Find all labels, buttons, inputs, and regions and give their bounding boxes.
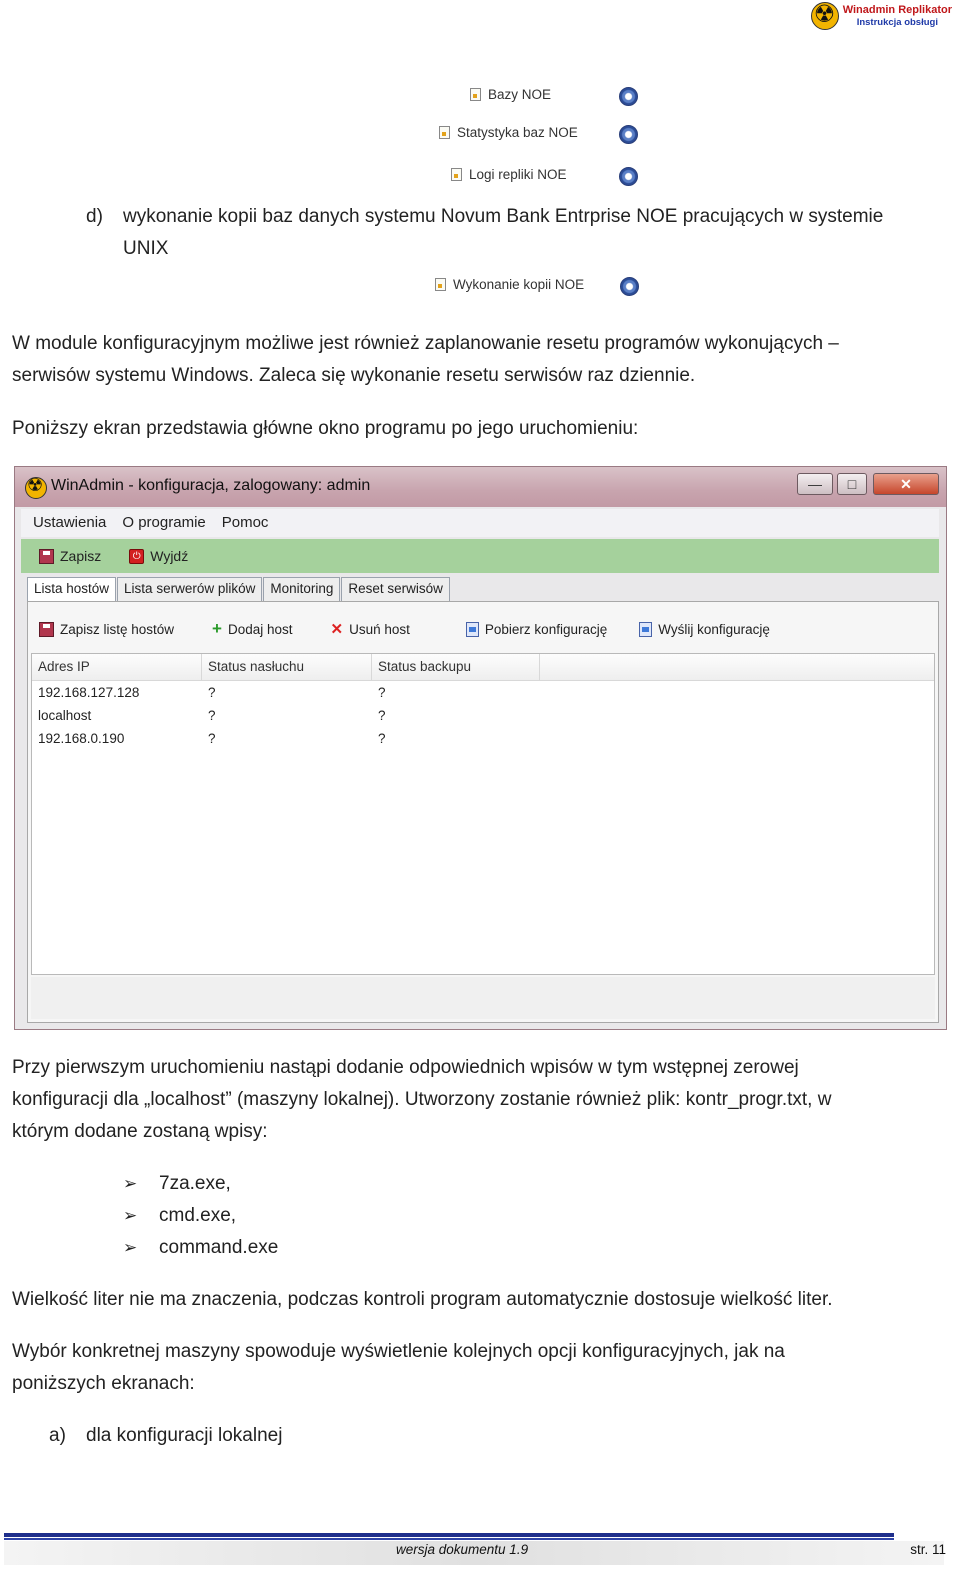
column-header[interactable]: Adres IP — [32, 654, 202, 680]
gear-icon — [620, 277, 639, 296]
list-item-text: 7za.exe, — [159, 1173, 231, 1194]
hosts-table — [31, 653, 935, 975]
item-a-text: dla konfiguracji lokalnej — [86, 1425, 283, 1446]
para1-line1: W module konfiguracyjnym możliwe jest również zaplanowanie resetu programów wykonujących – — [12, 333, 839, 354]
list-item-text: command.exe — [159, 1237, 279, 1258]
document-icon — [451, 168, 462, 181]
menu-pomoc[interactable]: Pomoc — [221, 514, 269, 531]
save-hosts-button[interactable] — [39, 622, 174, 637]
para3-line2: konfiguracji dla „localhost” (maszyny lokalnej). Utworzony zostanie również plik: kontr_progr.txt, w — [12, 1089, 832, 1110]
get-config-label: Pobierz konfigurację — [484, 621, 608, 637]
icon-row-bazy — [470, 87, 551, 102]
item-d-line2: UNIX — [123, 238, 169, 259]
menu-ustawienia[interactable]: Ustawienia — [33, 514, 107, 531]
delete-icon: ✕ — [330, 621, 344, 638]
column-header[interactable]: Status nasłuchu — [202, 654, 372, 680]
cell-status: ? — [208, 685, 216, 700]
send-config-button[interactable] — [639, 622, 770, 637]
hosts-toolbar — [39, 619, 808, 639]
table-header — [32, 654, 934, 681]
para4: Wielkość liter nie ma znaczenia, podczas kontroli program automatycznie dostosuje wielkość liter. — [12, 1289, 833, 1310]
list-item-text: cmd.exe, — [159, 1205, 237, 1226]
app-radiation-icon — [25, 477, 47, 499]
get-config-button[interactable] — [466, 622, 607, 637]
icon-row-label: Statystyka baz NOE — [457, 125, 578, 140]
cell-backup: ? — [378, 708, 386, 723]
floppy-disk-icon — [39, 549, 54, 564]
menu-o-programie[interactable]: O programie — [122, 514, 206, 531]
save-button[interactable] — [39, 548, 101, 564]
arrow-bullet-icon: ➢ — [123, 1206, 138, 1226]
window-title: WinAdmin - konfiguracja, zalogowany: admin — [51, 477, 371, 494]
footer-rule — [4, 1533, 894, 1537]
para3-line1: Przy pierwszym uruchomieniu nastąpi dodanie odpowiednich wpisów w tym wstępnej zerowej — [12, 1057, 799, 1078]
list-item — [123, 1232, 278, 1264]
para2: Poniższy ekran przedstawia główne okno programu po jego uruchomieniu: — [12, 418, 639, 439]
icon-row-statystyka — [439, 125, 578, 140]
exit-button[interactable] — [129, 548, 188, 564]
send-config-label: Wyślij konfigurację — [658, 621, 770, 637]
save-label: Zapisz — [60, 548, 102, 564]
cell-status: ? — [208, 731, 216, 746]
exit-label: Wyjdź — [150, 548, 189, 564]
gear-icon — [619, 167, 638, 186]
cell-backup: ? — [378, 685, 386, 700]
brand-title: Winadmin Replikator — [842, 3, 952, 16]
brand-logo — [811, 2, 952, 30]
para5-line1: Wybór konkretnej maszyny spowoduje wyświetlenie kolejnych opcji konfiguracyjnych, jak na — [12, 1341, 785, 1362]
tab-lista-hostow[interactable]: Lista hostów — [27, 577, 116, 603]
column-header[interactable]: Status backupu — [372, 654, 540, 680]
tab-lista-serwerow-plikow[interactable]: Lista serwerów plików — [117, 577, 262, 601]
icon-row-label: Bazy NOE — [488, 87, 552, 102]
status-bar — [31, 977, 935, 1019]
tab-bar — [27, 577, 451, 601]
add-host-button[interactable] — [212, 619, 292, 639]
upload-config-icon — [639, 622, 652, 637]
menu-bar — [21, 509, 939, 537]
download-config-icon — [466, 622, 479, 637]
icon-row-label: Wykonanie kopii NOE — [453, 277, 585, 292]
document-icon — [470, 88, 481, 101]
cell-backup: ? — [378, 731, 386, 746]
arrow-bullet-icon: ➢ — [123, 1174, 138, 1194]
maximize-button[interactable]: □ — [837, 473, 867, 495]
remove-host-button[interactable] — [331, 620, 410, 638]
list-item — [123, 1200, 236, 1232]
remove-host-label: Usuń host — [349, 621, 410, 637]
tab-monitoring[interactable]: Monitoring — [263, 577, 340, 601]
cell-status: ? — [208, 708, 216, 723]
radiation-icon — [811, 2, 839, 30]
brand-subtitle: Instrukcja obsługi — [856, 16, 938, 28]
item-a-marker: a) — [49, 1425, 66, 1446]
floppy-disk-icon — [39, 622, 54, 637]
add-host-label: Dodaj host — [227, 621, 293, 637]
gear-icon — [619, 125, 638, 144]
para3-line3: którym dodane zostaną wpisy: — [12, 1121, 268, 1142]
icon-row-kopia — [435, 277, 584, 292]
gear-icon — [619, 87, 638, 106]
item-d-line1: wykonanie kopii baz danych systemu Novum Bank Entrprise NOE pracujących w systemie — [123, 206, 884, 227]
arrow-bullet-icon: ➢ — [123, 1238, 138, 1258]
save-hosts-label: Zapisz listę hostów — [60, 621, 175, 637]
main-toolbar — [21, 539, 939, 573]
page-number: str. 11 — [910, 1542, 946, 1557]
plus-icon: + — [212, 619, 222, 638]
close-button[interactable]: ✕ — [873, 473, 939, 495]
icon-row-label: Logi repliki NOE — [469, 167, 567, 182]
cell-ip[interactable]: localhost — [38, 708, 92, 723]
minimize-button[interactable]: — — [797, 473, 833, 495]
icon-row-logi — [451, 167, 567, 182]
document-icon — [439, 126, 450, 139]
item-d-marker: d) — [86, 206, 103, 227]
title-bar — [15, 467, 946, 507]
power-icon: ⏻ — [129, 549, 144, 564]
cell-ip[interactable]: 192.168.0.190 — [38, 731, 125, 746]
document-version: wersja dokumentu 1.9 — [396, 1542, 529, 1557]
cell-ip[interactable]: 192.168.127.128 — [38, 685, 140, 700]
app-window-screenshot — [14, 466, 947, 1030]
footer-rule-thin — [4, 1538, 894, 1540]
list-item — [123, 1168, 231, 1200]
para1-line2: serwisów systemu Windows. Zaleca się wykonanie resetu serwisów raz dziennie. — [12, 365, 696, 386]
document-icon — [435, 278, 446, 291]
para5-line2: poniższych ekranach: — [12, 1373, 195, 1394]
tab-reset-serwisow[interactable]: Reset serwisów — [341, 577, 450, 601]
